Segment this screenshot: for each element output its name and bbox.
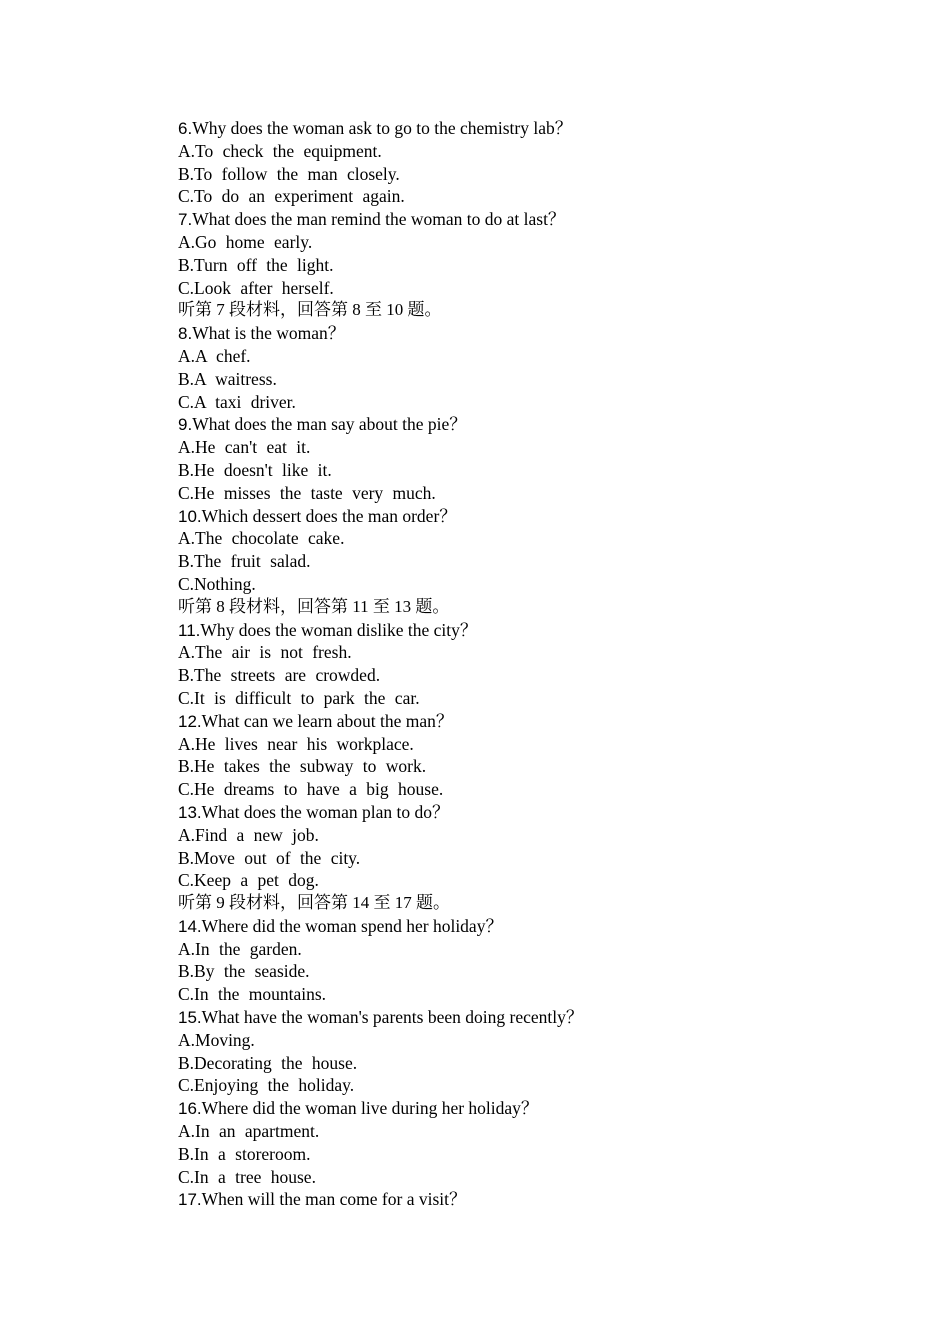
option-line: A.Moving. — [178, 1029, 255, 1050]
option-line: B.In a storeroom. — [178, 1143, 311, 1164]
question-number: 14. — [178, 916, 202, 936]
option-line: A.The chocolate cake. — [178, 528, 345, 549]
option-line: A.A chef. — [178, 345, 251, 366]
question-text: Which dessert does the man order？ — [201, 505, 457, 526]
question-text: What have the woman's parents been doing recently？ — [201, 1007, 584, 1028]
option-line: B.He doesn't like it. — [178, 459, 332, 480]
question-number: 9. — [178, 415, 193, 435]
question-line — [178, 505, 838, 528]
question-number: 7. — [178, 210, 193, 230]
option-line: C.Look after herself. — [178, 277, 334, 298]
question-number: 17. — [178, 1190, 202, 1210]
question-line — [178, 117, 838, 140]
question-text: What can we learn about the man？ — [201, 710, 454, 731]
section-instruction: 听第 7 段材料，回答第 8 至 10 题。 — [178, 300, 442, 320]
question-text: What does the man say about the pie？ — [192, 414, 467, 435]
option-line: C.He misses the taste very much. — [178, 482, 436, 503]
option-line: B.Decorating the house. — [178, 1052, 358, 1073]
option-line: A.He can't eat it. — [178, 437, 311, 458]
option-line: C.It is difficult to park the car. — [178, 687, 420, 708]
question-line — [178, 710, 838, 733]
question-text: Where did the woman spend her holiday？ — [201, 915, 503, 936]
question-number: 8. — [178, 324, 193, 344]
question-number: 11. — [178, 620, 201, 640]
question-line — [178, 915, 838, 938]
section-instruction: 听第 8 段材料，回答第 11 至 13 题。 — [178, 596, 450, 616]
option-line: B.Turn off the light. — [178, 254, 334, 275]
option-line: B.He takes the subway to work. — [178, 756, 427, 777]
question-line — [178, 413, 838, 436]
option-line: C.To do an experiment again. — [178, 186, 405, 207]
question-number: 13. — [178, 802, 202, 822]
question-number: 10. — [178, 506, 202, 526]
question-line — [178, 1188, 838, 1211]
option-line: C.Enjoying the holiday. — [178, 1075, 355, 1096]
option-line: C.Nothing. — [178, 573, 256, 594]
option-line: A.In an apartment. — [178, 1121, 320, 1142]
question-number: 12. — [178, 711, 202, 731]
question-text: When will the man come for a visit？ — [201, 1189, 467, 1210]
question-text: What does the woman plan to do？ — [201, 801, 450, 822]
option-line: A.The air is not fresh. — [178, 642, 352, 663]
question-line — [178, 1006, 838, 1029]
question-line — [178, 1097, 838, 1120]
question-text: What is the woman？ — [192, 323, 346, 344]
option-line: B.The fruit salad. — [178, 551, 311, 572]
option-line: C.In a tree house. — [178, 1166, 316, 1187]
question-line — [178, 801, 838, 824]
question-number: 16. — [178, 1099, 202, 1119]
question-line — [178, 619, 838, 642]
option-line: B.To follow the man closely. — [178, 163, 400, 184]
exam-lines — [178, 117, 838, 1211]
question-text: Why does the woman ask to go to the chemistry lab？ — [192, 118, 573, 138]
option-line: A.In the garden. — [178, 938, 302, 959]
option-line: B.A waitress. — [178, 368, 277, 389]
option-line: B.The streets are crowded. — [178, 665, 381, 686]
question-number: 15. — [178, 1008, 202, 1028]
option-line: A.He lives near his workplace. — [178, 733, 414, 754]
option-line: B.Move out of the city. — [178, 847, 361, 868]
option-line: C.He dreams to have a big house. — [178, 779, 444, 800]
option-line: A.To check the equipment. — [178, 140, 382, 161]
option-line: C.A taxi driver. — [178, 391, 296, 412]
option-line: C.In the mountains. — [178, 984, 327, 1005]
question-text: Where did the woman live during her holiday？ — [201, 1098, 539, 1119]
question-text: What does the man remind the woman to do at last？ — [192, 209, 566, 230]
option-line: A.Find a new job. — [178, 824, 319, 845]
option-line: B.By the seaside. — [178, 961, 310, 982]
question-text: Why does the woman dislike the city？ — [200, 619, 478, 640]
section-instruction: 听第 9 段材料，回答第 14 至 17 题。 — [178, 893, 450, 913]
question-line — [178, 208, 838, 231]
option-line: C.Keep a pet dog. — [178, 870, 319, 891]
option-line: A.Go home early. — [178, 231, 313, 252]
question-number: 6. — [178, 119, 193, 138]
question-line — [178, 322, 838, 345]
